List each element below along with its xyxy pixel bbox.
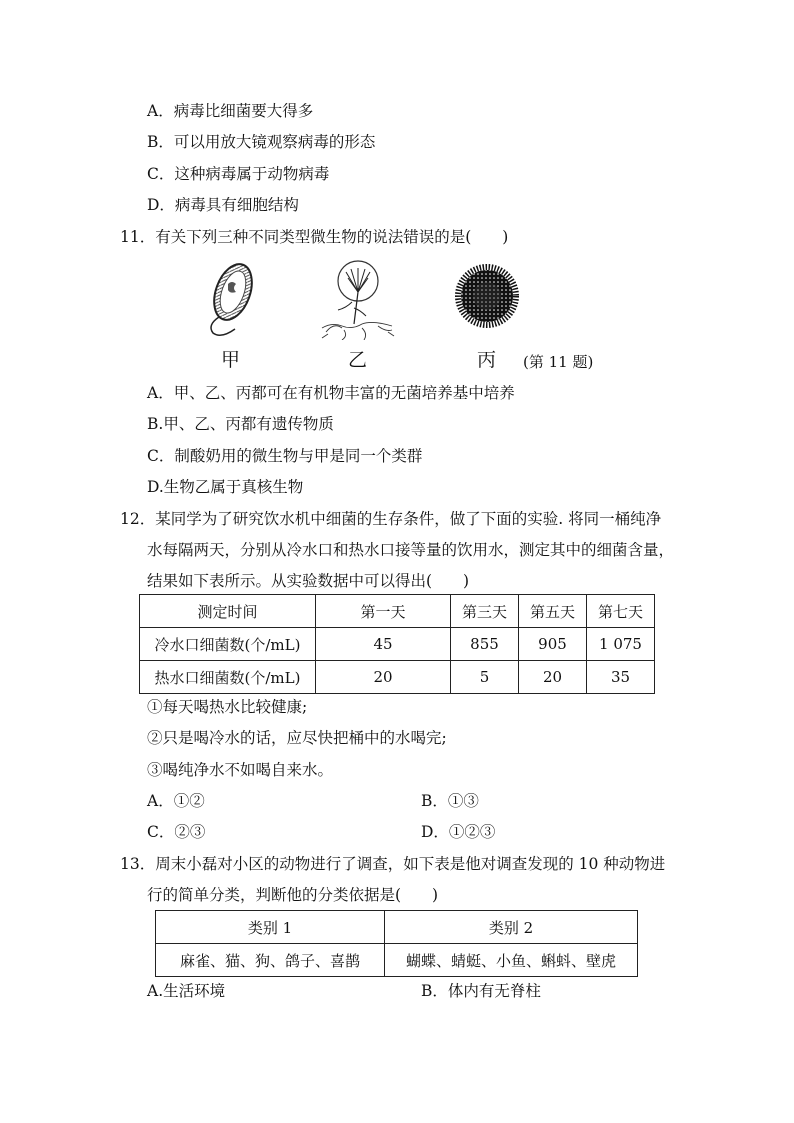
table-header-cell: 第七天 bbox=[587, 595, 655, 628]
table-row bbox=[156, 944, 638, 977]
bacterium-illustration bbox=[195, 262, 267, 342]
figure-label-jia: 甲 bbox=[221, 349, 241, 371]
q12-stem-line-1: 12．某同学为了研究饮水机中细菌的生存条件，做了下面的实验. 将同一桶纯净 bbox=[120, 510, 662, 528]
figure-caption: (第 11 题) bbox=[523, 353, 594, 371]
table-cell: 35 bbox=[587, 661, 655, 694]
table-cell: 20 bbox=[316, 661, 451, 694]
q12-statement-3: ③喝纯净水不如喝自来水。 bbox=[147, 761, 334, 779]
table-row bbox=[140, 661, 655, 694]
virus-illustration bbox=[452, 260, 522, 332]
table-header-cell: 第五天 bbox=[519, 595, 587, 628]
table-cell: 20 bbox=[519, 661, 587, 694]
q10-option-d: D．病毒具有细胞结构 bbox=[147, 196, 299, 214]
table-cell: 905 bbox=[519, 628, 587, 661]
animal-classification-table bbox=[155, 910, 638, 977]
table-header-cell: 第一天 bbox=[316, 595, 451, 628]
table-cell: 蝴蝶、蜻蜓、小鱼、蝌蚪、壁虎 bbox=[385, 944, 638, 977]
table-cell: 5 bbox=[451, 661, 519, 694]
figure-label-yi: 乙 bbox=[348, 349, 368, 371]
q13-stem-line-1: 13．周末小磊对小区的动物进行了调查，如下表是他对调查发现的 10 种动物进 bbox=[120, 855, 666, 873]
table-header-row bbox=[156, 911, 638, 944]
q10-option-a: A．病毒比细菌要大得多 bbox=[147, 102, 314, 120]
q11-option-b: B.甲、乙、丙都有遗传物质 bbox=[147, 415, 334, 433]
table-header-cell: 测定时间 bbox=[140, 595, 316, 628]
table-header-cell: 第三天 bbox=[451, 595, 519, 628]
q11-option-c: C．制酸奶用的微生物与甲是同一个类群 bbox=[147, 447, 423, 465]
q12-option-c: C．②③ bbox=[147, 823, 206, 841]
figure-label-bing: 丙 bbox=[477, 349, 497, 371]
q12-option-b: B．①③ bbox=[421, 792, 479, 810]
table-cell: 冷水口细菌数(个/mL) bbox=[140, 628, 316, 661]
table-header-cell: 类别 1 bbox=[156, 911, 385, 944]
table-header-row bbox=[140, 595, 655, 628]
q10-option-b: B．可以用放大镜观察病毒的形态 bbox=[147, 133, 376, 151]
q11-stem: 11．有关下列三种不同类型微生物的说法错误的是( ) bbox=[120, 228, 509, 246]
table-cell: 45 bbox=[316, 628, 451, 661]
q13-stem-line-2: 行的简单分类，判断他的分类依据是( ) bbox=[147, 886, 439, 904]
table-header-cell: 类别 2 bbox=[385, 911, 638, 944]
table-cell: 855 bbox=[451, 628, 519, 661]
table-row bbox=[140, 628, 655, 661]
q12-option-a: A．①② bbox=[147, 792, 205, 810]
q11-option-a: A．甲、乙、丙都可在有机物丰富的无菌培养基中培养 bbox=[147, 384, 515, 402]
q12-stem-line-2: 水每隔两天，分别从冷水口和热水口接等量的饮用水，测定其中的细菌含量， bbox=[147, 541, 675, 559]
table-cell: 麻雀、猫、狗、鸽子、喜鹊 bbox=[156, 944, 385, 977]
q12-statement-2: ②只是喝冷水的话，应尽快把桶中的水喝完; bbox=[147, 729, 447, 747]
q10-option-c: C．这种病毒属于动物病毒 bbox=[147, 165, 330, 183]
table-cell: 热水口细菌数(个/mL) bbox=[140, 661, 316, 694]
table-cell: 1 075 bbox=[587, 628, 655, 661]
q12-stem-line-3: 结果如下表所示。从实验数据中可以得出( ) bbox=[147, 572, 470, 590]
bacteria-count-table bbox=[139, 594, 655, 694]
mold-illustration bbox=[318, 258, 398, 340]
q13-option-b: B．体内有无脊柱 bbox=[421, 982, 541, 1000]
q13-option-a: A.生活环境 bbox=[147, 982, 226, 1000]
q11-option-d: D.生物乙属于真核生物 bbox=[147, 478, 304, 496]
q12-statement-1: ①每天喝热水比较健康; bbox=[147, 698, 308, 716]
q12-option-d: D．①②③ bbox=[421, 823, 496, 841]
